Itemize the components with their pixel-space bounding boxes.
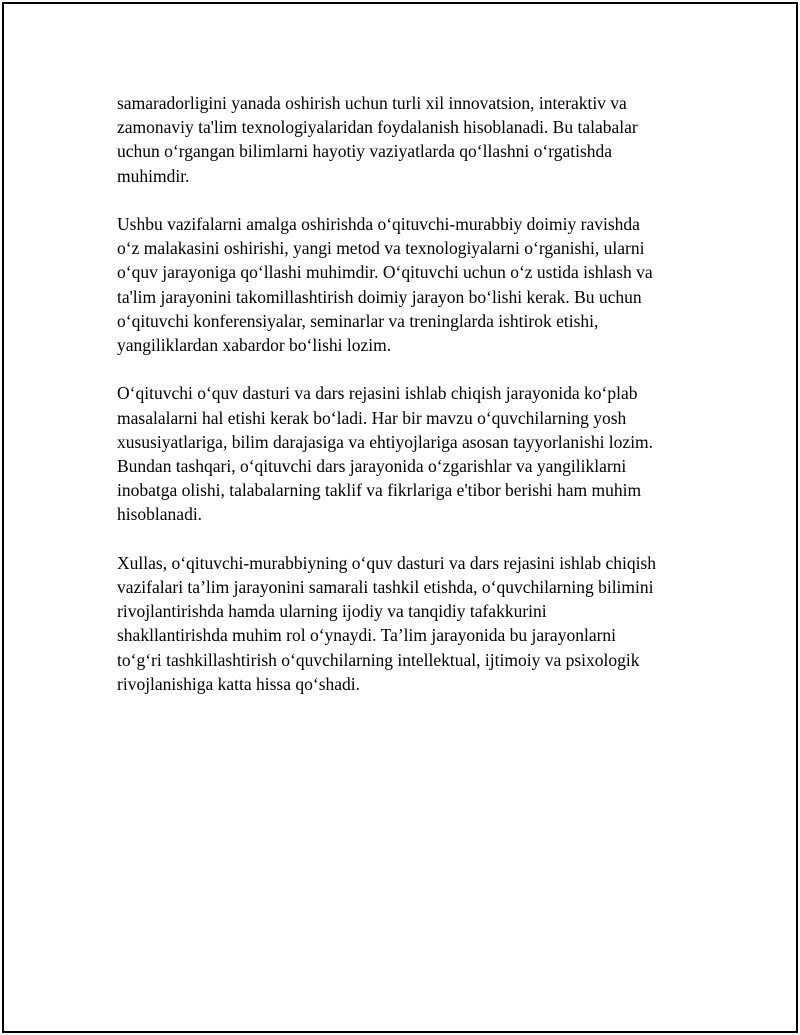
document-body — [117, 91, 677, 720]
text-line: masalalarni hal etishi kerak boʻladi. Har bir mavzu oʻquvchilarning yosh — [117, 407, 627, 428]
text-line: Xullas, oʻqituvchi-murabbiyning oʻquv dasturi va dars rejasini ishlab chiqish — [117, 552, 656, 573]
text-line: oʻqituvchi konferensiyalar, seminarlar va treninglarda ishtirok etishi, — [117, 310, 599, 331]
text-line: inobatga olishi, talabalarning taklif va fikrlariga e'tibor berishi ham muhim — [117, 480, 642, 501]
text-line: yangiliklardan xabardor boʻlishi lozim. — [117, 335, 392, 356]
text-line: Oʻqituvchi oʻquv dasturi va dars rejasini ishlab chiqish jarayonida koʻplab — [117, 383, 638, 404]
paragraph — [117, 212, 677, 357]
text-line: uchun oʻrgangan bilimlarni hayotiy vaziyatlarda qoʻllashni oʻrgatishda — [117, 141, 613, 162]
text-line: xususiyatlariga, bilim darajasiga va ehtiyojlariga asosan tayyorlanishi lozim. — [117, 431, 654, 452]
text-line: oʻquv jarayoniga qoʻllashi muhimdir. Oʻqituvchi uchun oʻz ustida ishlash va — [117, 262, 653, 283]
paragraph — [117, 381, 677, 526]
text-line: rivojlanishiga katta hissa qoʻshadi. — [117, 673, 361, 694]
paragraph — [117, 551, 677, 696]
text-line: Ushbu vazifalarni amalga oshirishda oʻqituvchi-murabbiy doimiy ravishda — [117, 214, 640, 234]
text-line: toʻgʻri tashkillashtirish oʻquvchilarning intellektual, ijtimoiy va psixologik — [117, 649, 640, 670]
text-line: ta'lim jarayonini takomillashtirish doimiy jarayon boʻlishi kerak. Bu uchun — [117, 286, 642, 307]
text-line: muhimdir. — [117, 165, 190, 186]
text-line: samaradorligini yanada oshirish uchun turli xil innovatsion, interaktiv va — [117, 93, 627, 113]
text-line: zamonaviy ta'lim texnologiyalaridan foydalanish hisoblanadi. Bu talabalar — [117, 117, 638, 138]
paragraph — [117, 91, 677, 188]
text-line: hisoblanadi. — [117, 504, 203, 525]
text-line: rivojlantirishda hamda ularning ijodiy va tanqidiy tafakkurini — [117, 601, 547, 622]
text-line: Bundan tashqari, oʻqituvchi dars jarayonida oʻzgarishlar va yangiliklarni — [117, 456, 627, 477]
text-line: oʻz malakasini oshirishi, yangi metod va texnologiyalarni oʻrganishi, ularni — [117, 238, 645, 259]
text-line: vazifalari taʼlim jarayonini samarali tashkil etishda, oʻquvchilarning bilimini — [117, 577, 654, 598]
text-line: shakllantirishda muhim rol oʻynaydi. Taʼlim jarayonida bu jarayonlarni — [117, 625, 617, 646]
